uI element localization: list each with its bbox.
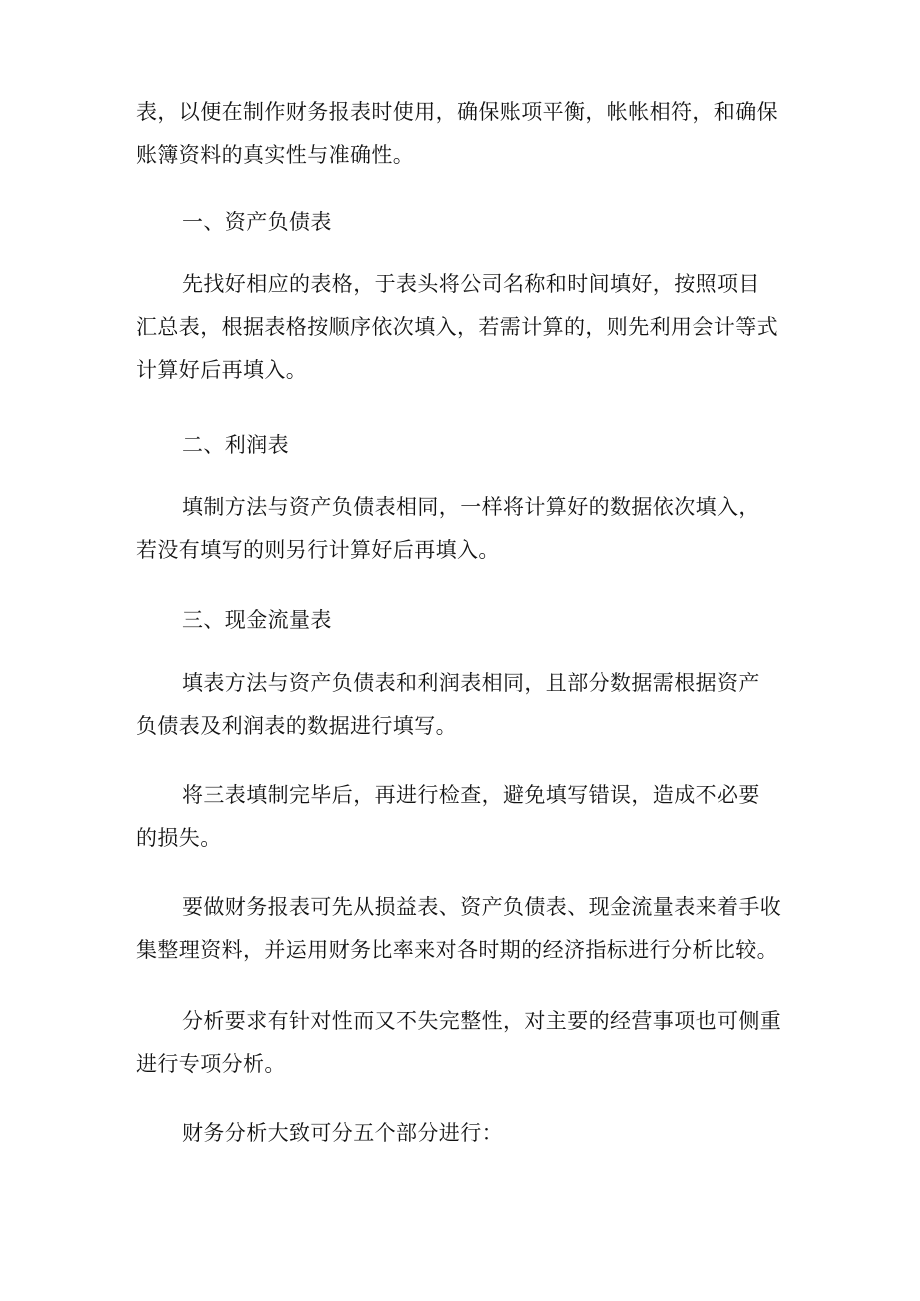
heading-balance-sheet bbox=[136, 201, 792, 244]
text-line: 填制方法与资产负债表相同，一样将计算好的数据依次填入， bbox=[182, 495, 760, 519]
paragraph-five-parts bbox=[136, 1112, 792, 1155]
text-line: 填表方法与资产负债表和利润表相同，且部分数据需根据资产 bbox=[182, 671, 760, 695]
heading-income-statement bbox=[136, 424, 792, 467]
text-line: 的损失。 bbox=[136, 826, 222, 850]
text-line: 汇总表，根据表格按顺序依次填入，若需计算的，则先利用会计等式 bbox=[136, 315, 778, 339]
text-line: 分析要求有针对性而又不失完整性，对主要的经营事项也可侧重 bbox=[182, 1009, 782, 1033]
paragraph-cash-flow bbox=[136, 662, 792, 748]
text-line: 负债表及利润表的数据进行填写。 bbox=[136, 714, 457, 738]
heading-text: 二、利润表 bbox=[182, 433, 289, 457]
heading-text: 一、资产负债表 bbox=[182, 210, 332, 234]
paragraph-income-statement bbox=[136, 486, 792, 572]
text-line: 若没有填写的则另行计算好后再填入。 bbox=[136, 538, 500, 562]
paragraph-analysis bbox=[136, 1000, 792, 1086]
text-line: 先找好相应的表格，于表头将公司名称和时间填好，按照项目 bbox=[182, 272, 760, 296]
text-line: 表，以便在制作财务报表时使用，确保账项平衡，帐帐相符，和确保 bbox=[136, 100, 778, 124]
paragraph-continuation bbox=[136, 91, 792, 177]
text-line: 集整理资料，并运用财务比率来对各时期的经济指标进行分析比较。 bbox=[136, 938, 778, 962]
paragraph-collect-data bbox=[136, 886, 792, 972]
heading-cash-flow bbox=[136, 599, 792, 642]
paragraph-balance-sheet bbox=[136, 263, 792, 392]
heading-text: 三、现金流量表 bbox=[182, 608, 332, 632]
text-line: 财务分析大致可分五个部分进行： bbox=[182, 1121, 503, 1145]
paragraph-check bbox=[136, 774, 792, 860]
text-line: 进行专项分析。 bbox=[136, 1052, 286, 1076]
text-line: 计算好后再填入。 bbox=[136, 358, 308, 382]
text-line: 将三表填制完毕后，再进行检查，避免填写错误，造成不必要 bbox=[182, 783, 760, 807]
text-line: 账簿资料的真实性与准确性。 bbox=[136, 143, 415, 167]
text-line: 要做财务报表可先从损益表、资产负债表、现金流量表来着手收 bbox=[182, 895, 782, 919]
